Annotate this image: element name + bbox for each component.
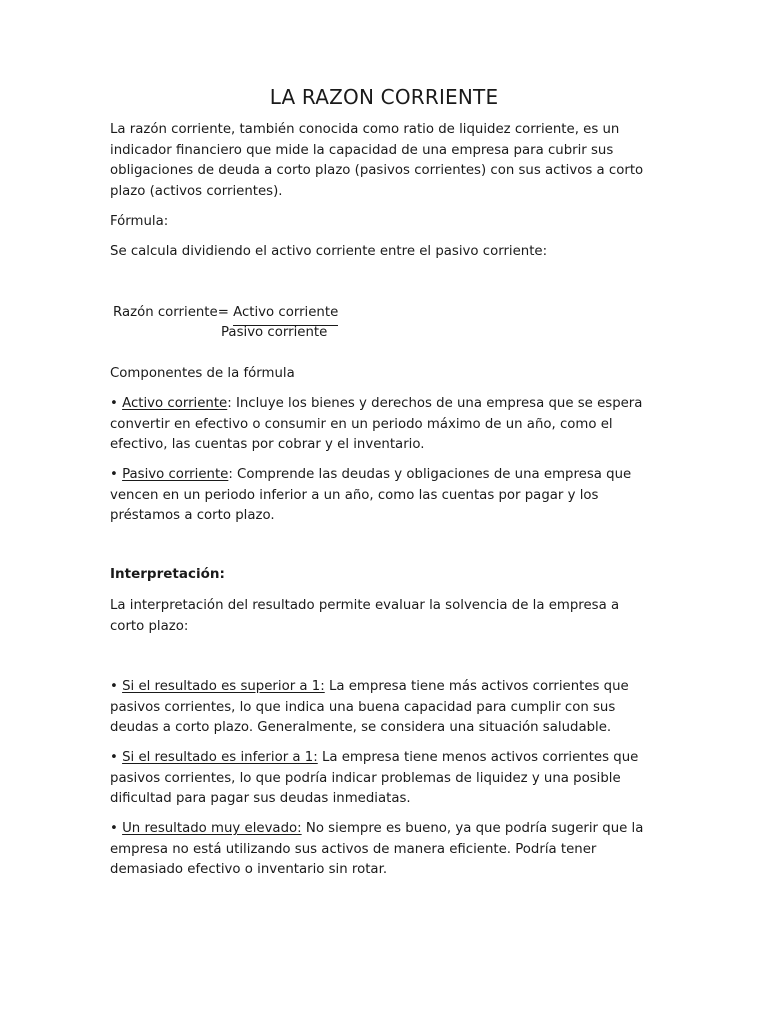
component-text: : Incluye los bienes y derechos de una empresa que se espera convertir en efectivo o consumir en un periodo máximo de un año, como el efectivo, las cuentas por cobrar y el inventario.: [110, 396, 643, 453]
result-text: No siempre es bueno, ya que podría sugerir que la empresa no está utilizando sus activos de manera eficiente. Podría tener demasiado efectivo o inventario sin rotar.: [110, 821, 644, 878]
formula-label: Fórmula:: [110, 214, 169, 229]
interpretation-heading: Interpretación:: [110, 566, 225, 582]
bullet: •: [110, 396, 118, 411]
bullet: •: [110, 821, 118, 836]
bullet: •: [110, 750, 118, 765]
component-term: Activo corriente: [122, 396, 228, 411]
bullet: •: [110, 679, 118, 694]
component-item-activo: [110, 394, 655, 456]
component-item-pasivo: [110, 465, 655, 527]
result-term: Un resultado muy elevado:: [122, 821, 302, 836]
result-item-elevado: [110, 819, 655, 881]
component-text: : Comprende las deudas y obligaciones de una empresa que vencen en un periodo inferior a un año, como las cuentas por pagar y los préstamos a corto plazo.: [110, 467, 632, 524]
result-text: La empresa tiene más activos corrientes que pasivos corrientes, lo que indica una buena capacidad para cumplir con sus deudas a corto plazo. Generalmente, se considera una situación saludable.: [110, 679, 629, 736]
formula-denominator: Pasivo corriente: [221, 325, 328, 340]
result-text: La empresa tiene menos activos corrientes que pasivos corrientes, lo que podría indicar problemas de liquidez y una posible dificultad para pagar sus deudas inmediatas.: [110, 750, 639, 807]
formula-numerator: Activo corriente: [233, 303, 338, 326]
bullet: •: [110, 467, 118, 482]
components-title: Componentes de la fórmula: [110, 366, 295, 381]
result-item-inferior: [110, 748, 655, 810]
formula-description: Se calcula dividiendo el activo corriente entre el pasivo corriente:: [110, 244, 548, 259]
page-title: LA RAZON CORRIENTE: [269, 85, 499, 109]
intro-paragraph: La razón corriente, también conocida como ratio de liquidez corriente, es un indicador financiero que mide la capacidad de una empresa para cubrir sus obligaciones de deuda a corto plazo (pasivos corrientes) con sus activos a corto plazo (activos corrientes).: [110, 122, 644, 199]
result-term: Si el resultado es superior a 1:: [122, 679, 325, 694]
formula-lhs: Razón corriente=: [113, 305, 229, 320]
interpretation-intro: La interpretación del resultado permite evaluar la solvencia de la empresa a corto plazo:: [110, 598, 620, 634]
component-term: Pasivo corriente: [122, 467, 229, 482]
result-item-superior: [110, 677, 655, 739]
result-term: Si el resultado es inferior a 1:: [122, 750, 318, 765]
